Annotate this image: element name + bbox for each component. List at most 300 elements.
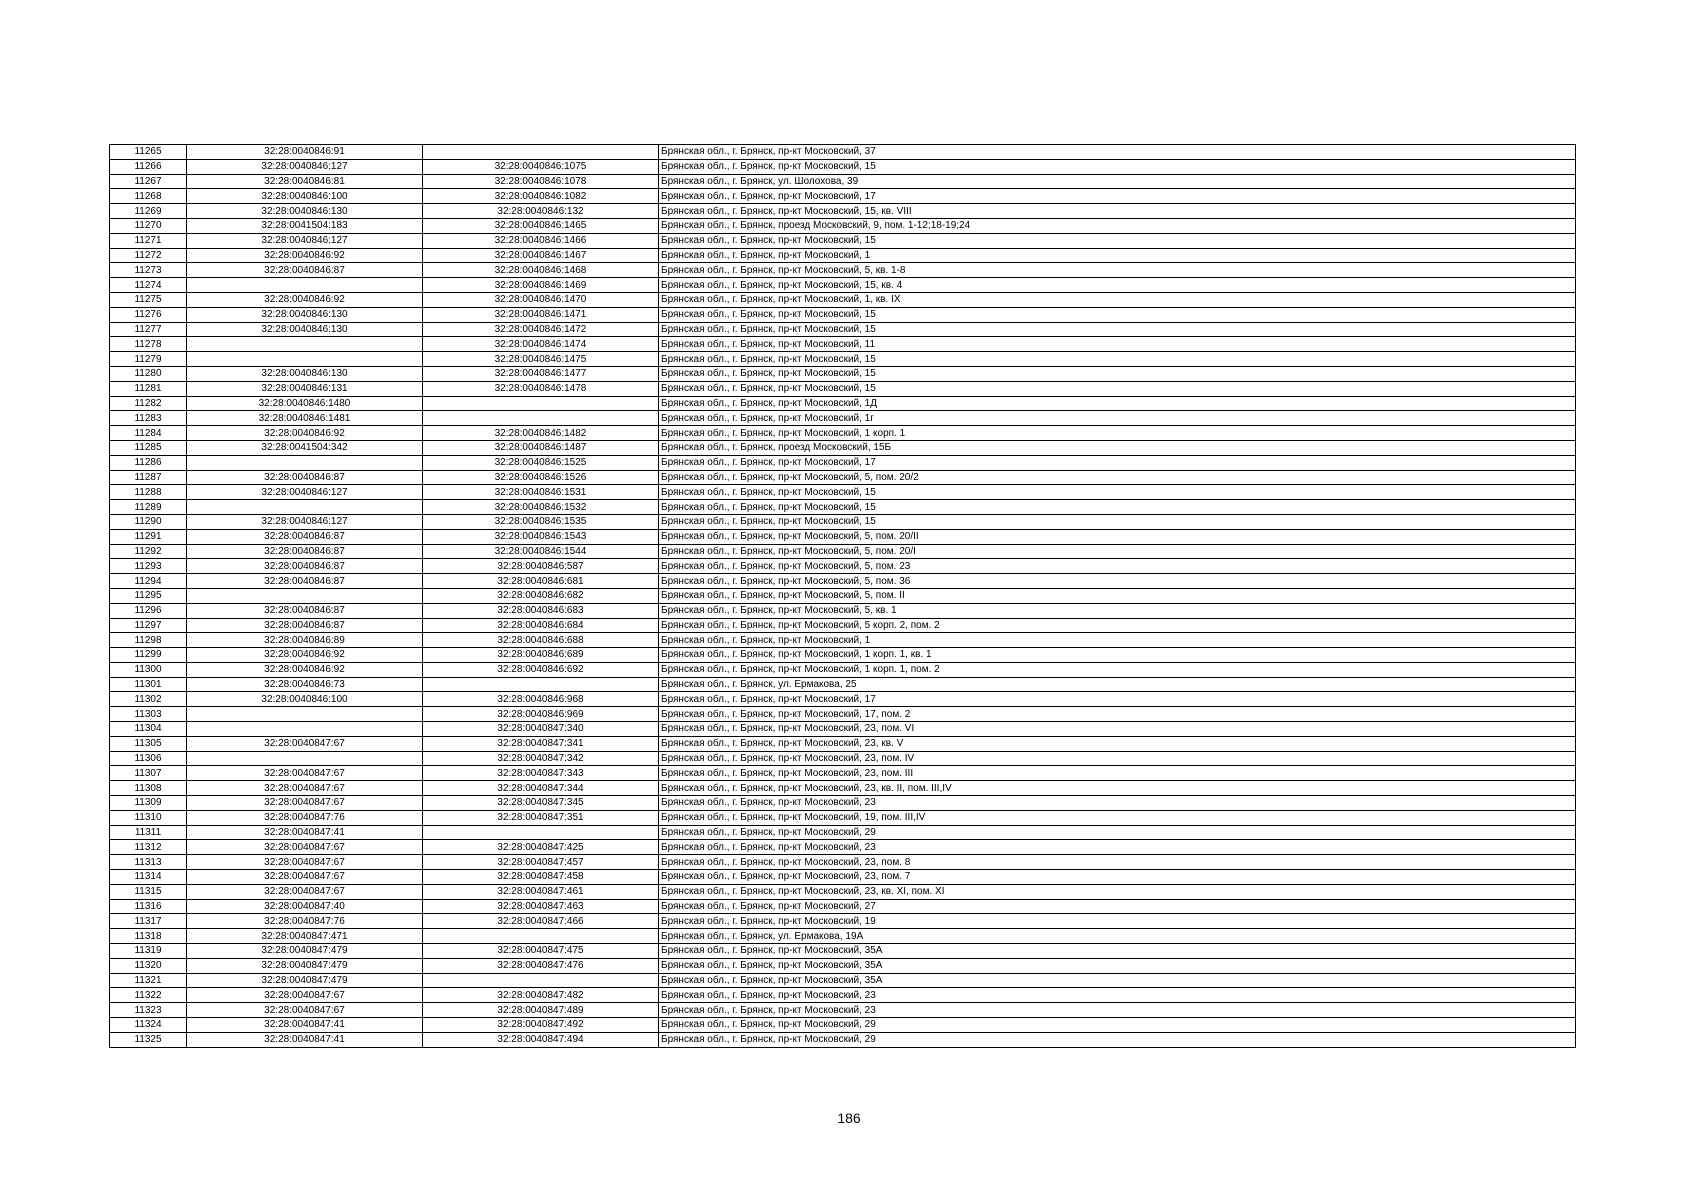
address-cell: Брянская обл., г. Брянск, пр-кт Московский, 23, пом. VI <box>659 722 1576 737</box>
table-row <box>110 292 1576 307</box>
row-number-cell: 11300 <box>110 662 187 677</box>
object-cadastral-number-cell: 32:28:0040846:968 <box>423 692 659 707</box>
object-cadastral-number-cell: 32:28:0040847:466 <box>423 914 659 929</box>
land-cadastral-number-cell: 32:28:0040846:87 <box>187 529 423 544</box>
row-number-cell: 11298 <box>110 633 187 648</box>
land-cadastral-number-cell: 32:28:0040847:67 <box>187 855 423 870</box>
table-row <box>110 411 1576 426</box>
table-row <box>110 662 1576 677</box>
table-row <box>110 618 1576 633</box>
object-cadastral-number-cell <box>423 973 659 988</box>
table-row <box>110 233 1576 248</box>
land-cadastral-number-cell: 32:28:0040847:40 <box>187 899 423 914</box>
object-cadastral-number-cell <box>423 929 659 944</box>
row-number-cell: 11301 <box>110 677 187 692</box>
table-row <box>110 884 1576 899</box>
row-number-cell: 11307 <box>110 766 187 781</box>
table-row <box>110 426 1576 441</box>
row-number-cell: 11279 <box>110 352 187 367</box>
address-cell: Брянская обл., г. Брянск, пр-кт Московский, 5 корп. 2, пом. 2 <box>659 618 1576 633</box>
row-number-cell: 11285 <box>110 440 187 455</box>
address-cell: Брянская обл., г. Брянск, пр-кт Московский, 5, пом. II <box>659 588 1576 603</box>
object-cadastral-number-cell: 32:28:0040846:1078 <box>423 174 659 189</box>
object-cadastral-number-cell: 32:28:0040846:689 <box>423 648 659 663</box>
address-cell: Брянская обл., г. Брянск, пр-кт Московский, 11 <box>659 337 1576 352</box>
table-row <box>110 677 1576 692</box>
object-cadastral-number-cell: 32:28:0040846:1526 <box>423 470 659 485</box>
row-number-cell: 11266 <box>110 159 187 174</box>
table-row <box>110 218 1576 233</box>
object-cadastral-number-cell: 32:28:0040847:463 <box>423 899 659 914</box>
table-row <box>110 366 1576 381</box>
table-row <box>110 189 1576 204</box>
table-row <box>110 1003 1576 1018</box>
address-cell: Брянская обл., г. Брянск, проезд Московский, 15Б <box>659 440 1576 455</box>
land-cadastral-number-cell: 32:28:0040846:130 <box>187 322 423 337</box>
address-cell: Брянская обл., г. Брянск, пр-кт Московский, 17 <box>659 455 1576 470</box>
row-number-cell: 11312 <box>110 840 187 855</box>
row-number-cell: 11305 <box>110 736 187 751</box>
address-cell: Брянская обл., г. Брянск, пр-кт Московский, 15 <box>659 514 1576 529</box>
row-number-cell: 11293 <box>110 559 187 574</box>
object-cadastral-number-cell: 32:28:0040847:343 <box>423 766 659 781</box>
land-cadastral-number-cell: 32:28:0040846:92 <box>187 648 423 663</box>
land-cadastral-number-cell <box>187 278 423 293</box>
object-cadastral-number-cell: 32:28:0040846:1467 <box>423 248 659 263</box>
object-cadastral-number-cell: 32:28:0040846:1468 <box>423 263 659 278</box>
land-cadastral-number-cell: 32:28:0040846:91 <box>187 145 423 160</box>
address-cell: Брянская обл., г. Брянск, пр-кт Московский, 19 <box>659 914 1576 929</box>
address-cell: Брянская обл., г. Брянск, пр-кт Московский, 5, пом. 20/2 <box>659 470 1576 485</box>
table-row <box>110 588 1576 603</box>
object-cadastral-number-cell: 32:28:0040847:340 <box>423 722 659 737</box>
row-number-cell: 11318 <box>110 929 187 944</box>
table-row <box>110 796 1576 811</box>
table-row <box>110 840 1576 855</box>
address-cell: Брянская обл., г. Брянск, пр-кт Московский, 23, пом. 7 <box>659 870 1576 885</box>
row-number-cell: 11289 <box>110 500 187 515</box>
land-cadastral-number-cell: 32:28:0040847:479 <box>187 958 423 973</box>
object-cadastral-number-cell: 32:28:0040846:1478 <box>423 381 659 396</box>
row-number-cell: 11306 <box>110 751 187 766</box>
land-cadastral-number-cell: 32:28:0040846:1480 <box>187 396 423 411</box>
object-cadastral-number-cell: 32:28:0040846:1469 <box>423 278 659 293</box>
object-cadastral-number-cell: 32:28:0040847:425 <box>423 840 659 855</box>
row-number-cell: 11276 <box>110 307 187 322</box>
object-cadastral-number-cell <box>423 396 659 411</box>
row-number-cell: 11291 <box>110 529 187 544</box>
table-row <box>110 973 1576 988</box>
land-cadastral-number-cell: 32:28:0040847:67 <box>187 781 423 796</box>
table-row <box>110 470 1576 485</box>
land-cadastral-number-cell: 32:28:0040847:67 <box>187 796 423 811</box>
object-cadastral-number-cell: 32:28:0040847:457 <box>423 855 659 870</box>
row-number-cell: 11281 <box>110 381 187 396</box>
address-cell: Брянская обл., г. Брянск, пр-кт Московский, 23 <box>659 796 1576 811</box>
table-row <box>110 810 1576 825</box>
address-cell: Брянская обл., г. Брянск, ул. Ермакова, 25 <box>659 677 1576 692</box>
land-cadastral-number-cell: 32:28:0040846:127 <box>187 485 423 500</box>
land-cadastral-number-cell: 32:28:0040846:87 <box>187 618 423 633</box>
land-cadastral-number-cell: 32:28:0040846:130 <box>187 366 423 381</box>
row-number-cell: 11283 <box>110 411 187 426</box>
object-cadastral-number-cell: 32:28:0040846:1466 <box>423 233 659 248</box>
object-cadastral-number-cell: 32:28:0040846:1465 <box>423 218 659 233</box>
row-number-cell: 11322 <box>110 988 187 1003</box>
table-row <box>110 899 1576 914</box>
table-row <box>110 396 1576 411</box>
land-cadastral-number-cell: 32:28:0040846:130 <box>187 307 423 322</box>
land-cadastral-number-cell: 32:28:0040846:127 <box>187 514 423 529</box>
land-cadastral-number-cell <box>187 352 423 367</box>
address-cell: Брянская обл., г. Брянск, пр-кт Московский, 23 <box>659 1003 1576 1018</box>
table-row <box>110 559 1576 574</box>
land-cadastral-number-cell: 32:28:0040847:67 <box>187 766 423 781</box>
address-cell: Брянская обл., г. Брянск, пр-кт Московский, 1 <box>659 633 1576 648</box>
address-cell: Брянская обл., г. Брянск, пр-кт Московский, 5, пом. 20/II <box>659 529 1576 544</box>
address-cell: Брянская обл., г. Брянск, пр-кт Московский, 15 <box>659 159 1576 174</box>
land-cadastral-number-cell: 32:28:0040846:89 <box>187 633 423 648</box>
row-number-cell: 11295 <box>110 588 187 603</box>
address-cell: Брянская обл., г. Брянск, пр-кт Московский, 17, пом. 2 <box>659 707 1576 722</box>
address-cell: Брянская обл., г. Брянск, пр-кт Московский, 17 <box>659 692 1576 707</box>
row-number-cell: 11320 <box>110 958 187 973</box>
table-row <box>110 1018 1576 1033</box>
row-number-cell: 11311 <box>110 825 187 840</box>
object-cadastral-number-cell: 32:28:0040846:1475 <box>423 352 659 367</box>
address-cell: Брянская обл., г. Брянск, пр-кт Московский, 1, кв. IX <box>659 292 1576 307</box>
address-cell: Брянская обл., г. Брянск, проезд Московский, 9, пом. 1-12;18-19;24 <box>659 218 1576 233</box>
row-number-cell: 11292 <box>110 544 187 559</box>
address-cell: Брянская обл., г. Брянск, пр-кт Московский, 15 <box>659 233 1576 248</box>
object-cadastral-number-cell: 32:28:0040846:1543 <box>423 529 659 544</box>
object-cadastral-number-cell <box>423 825 659 840</box>
address-cell: Брянская обл., г. Брянск, пр-кт Московский, 1 корп. 1, пом. 2 <box>659 662 1576 677</box>
row-number-cell: 11290 <box>110 514 187 529</box>
object-cadastral-number-cell: 32:28:0040846:969 <box>423 707 659 722</box>
object-cadastral-number-cell: 32:28:0040846:1544 <box>423 544 659 559</box>
row-number-cell: 11275 <box>110 292 187 307</box>
object-cadastral-number-cell: 32:28:0040847:494 <box>423 1032 659 1047</box>
object-cadastral-number-cell: 32:28:0040846:1482 <box>423 426 659 441</box>
land-cadastral-number-cell: 32:28:0040846:100 <box>187 189 423 204</box>
object-cadastral-number-cell: 32:28:0040847:341 <box>423 736 659 751</box>
land-cadastral-number-cell: 32:28:0040847:67 <box>187 840 423 855</box>
address-cell: Брянская обл., г. Брянск, пр-кт Московский, 5, кв. 1-8 <box>659 263 1576 278</box>
address-cell: Брянская обл., г. Брянск, пр-кт Московский, 15 <box>659 381 1576 396</box>
row-number-cell: 11308 <box>110 781 187 796</box>
row-number-cell: 11323 <box>110 1003 187 1018</box>
land-cadastral-number-cell: 32:28:0040847:41 <box>187 1018 423 1033</box>
object-cadastral-number-cell: 32:28:0040847:461 <box>423 884 659 899</box>
table-row <box>110 278 1576 293</box>
object-cadastral-number-cell: 32:28:0040847:458 <box>423 870 659 885</box>
object-cadastral-number-cell: 32:28:0040847:345 <box>423 796 659 811</box>
table-row <box>110 692 1576 707</box>
address-cell: Брянская обл., г. Брянск, пр-кт Московский, 35А <box>659 958 1576 973</box>
table-row <box>110 766 1576 781</box>
land-cadastral-number-cell: 32:28:0040847:41 <box>187 825 423 840</box>
object-cadastral-number-cell: 32:28:0040847:476 <box>423 958 659 973</box>
object-cadastral-number-cell: 32:28:0040846:1532 <box>423 500 659 515</box>
address-cell: Брянская обл., г. Брянск, пр-кт Московский, 1 корп. 1 <box>659 426 1576 441</box>
table-row <box>110 781 1576 796</box>
land-cadastral-number-cell: 32:28:0040846:87 <box>187 544 423 559</box>
land-cadastral-number-cell: 32:28:0040847:479 <box>187 973 423 988</box>
object-cadastral-number-cell: 32:28:0040846:1531 <box>423 485 659 500</box>
land-cadastral-number-cell: 32:28:0040847:479 <box>187 944 423 959</box>
address-cell: Брянская обл., г. Брянск, пр-кт Московский, 27 <box>659 899 1576 914</box>
row-number-cell: 11286 <box>110 455 187 470</box>
land-cadastral-number-cell: 32:28:0040847:41 <box>187 1032 423 1047</box>
address-cell: Брянская обл., г. Брянск, пр-кт Московский, 23, пом. 8 <box>659 855 1576 870</box>
object-cadastral-number-cell: 32:28:0040846:1477 <box>423 366 659 381</box>
land-cadastral-number-cell <box>187 722 423 737</box>
table-row <box>110 855 1576 870</box>
land-cadastral-number-cell: 32:28:0040846:92 <box>187 292 423 307</box>
row-number-cell: 11269 <box>110 204 187 219</box>
land-cadastral-number-cell <box>187 751 423 766</box>
row-number-cell: 11274 <box>110 278 187 293</box>
table-row <box>110 825 1576 840</box>
row-number-cell: 11321 <box>110 973 187 988</box>
land-cadastral-number-cell <box>187 500 423 515</box>
address-cell: Брянская обл., г. Брянск, пр-кт Московский, 23, кв. XI, пом. XI <box>659 884 1576 899</box>
address-cell: Брянская обл., г. Брянск, пр-кт Московский, 15 <box>659 366 1576 381</box>
object-cadastral-number-cell: 32:28:0040846:681 <box>423 574 659 589</box>
address-cell: Брянская обл., г. Брянск, пр-кт Московский, 1Д <box>659 396 1576 411</box>
table-row <box>110 322 1576 337</box>
row-number-cell: 11296 <box>110 603 187 618</box>
object-cadastral-number-cell: 32:28:0040847:342 <box>423 751 659 766</box>
table-row <box>110 633 1576 648</box>
table-row <box>110 485 1576 500</box>
land-cadastral-number-cell: 32:28:0040847:76 <box>187 810 423 825</box>
land-cadastral-number-cell: 32:28:0040846:92 <box>187 248 423 263</box>
object-cadastral-number-cell: 32:28:0040847:344 <box>423 781 659 796</box>
address-cell: Брянская обл., г. Брянск, пр-кт Московский, 23, кв. II, пом. III,IV <box>659 781 1576 796</box>
row-number-cell: 11310 <box>110 810 187 825</box>
row-number-cell: 11317 <box>110 914 187 929</box>
land-cadastral-number-cell: 32:28:0040846:87 <box>187 574 423 589</box>
address-cell: Брянская обл., г. Брянск, ул. Шолохова, 39 <box>659 174 1576 189</box>
row-number-cell: 11267 <box>110 174 187 189</box>
object-cadastral-number-cell: 32:28:0040846:1082 <box>423 189 659 204</box>
table-row <box>110 440 1576 455</box>
address-cell: Брянская обл., г. Брянск, пр-кт Московский, 1 корп. 1, кв. 1 <box>659 648 1576 663</box>
land-cadastral-number-cell <box>187 337 423 352</box>
row-number-cell: 11315 <box>110 884 187 899</box>
table-row <box>110 381 1576 396</box>
table-row <box>110 307 1576 322</box>
address-cell: Брянская обл., г. Брянск, пр-кт Московский, 23, пом. IV <box>659 751 1576 766</box>
row-number-cell: 11297 <box>110 618 187 633</box>
address-cell: Брянская обл., г. Брянск, пр-кт Московский, 19, пом. III,IV <box>659 810 1576 825</box>
row-number-cell: 11287 <box>110 470 187 485</box>
row-number-cell: 11304 <box>110 722 187 737</box>
table-row <box>110 544 1576 559</box>
land-cadastral-number-cell: 32:28:0040846:1481 <box>187 411 423 426</box>
row-number-cell: 11265 <box>110 145 187 160</box>
table-row <box>110 145 1576 160</box>
row-number-cell: 11277 <box>110 322 187 337</box>
object-cadastral-number-cell: 32:28:0040847:475 <box>423 944 659 959</box>
land-cadastral-number-cell: 32:28:0041504:342 <box>187 440 423 455</box>
land-cadastral-number-cell: 32:28:0040846:73 <box>187 677 423 692</box>
row-number-cell: 11325 <box>110 1032 187 1047</box>
object-cadastral-number-cell: 32:28:0040846:1472 <box>423 322 659 337</box>
table-row <box>110 914 1576 929</box>
address-cell: Брянская обл., г. Брянск, пр-кт Московский, 23, кв. V <box>659 736 1576 751</box>
land-cadastral-number-cell <box>187 588 423 603</box>
address-cell: Брянская обл., г. Брянск, пр-кт Московский, 5, пом. 23 <box>659 559 1576 574</box>
row-number-cell: 11319 <box>110 944 187 959</box>
row-number-cell: 11284 <box>110 426 187 441</box>
table-row <box>110 174 1576 189</box>
object-cadastral-number-cell: 32:28:0040846:1535 <box>423 514 659 529</box>
row-number-cell: 11280 <box>110 366 187 381</box>
address-cell: Брянская обл., г. Брянск, пр-кт Московский, 15, кв. 4 <box>659 278 1576 293</box>
row-number-cell: 11278 <box>110 337 187 352</box>
row-number-cell: 11324 <box>110 1018 187 1033</box>
address-cell: Брянская обл., г. Брянск, пр-кт Московский, 15 <box>659 307 1576 322</box>
land-cadastral-number-cell: 32:28:0040847:67 <box>187 1003 423 1018</box>
land-cadastral-number-cell: 32:28:0040846:100 <box>187 692 423 707</box>
table-row <box>110 929 1576 944</box>
land-cadastral-number-cell: 32:28:0040846:127 <box>187 159 423 174</box>
address-cell: Брянская обл., г. Брянск, пр-кт Московский, 1г <box>659 411 1576 426</box>
row-number-cell: 11294 <box>110 574 187 589</box>
object-cadastral-number-cell: 32:28:0040847:482 <box>423 988 659 1003</box>
registry-table <box>109 144 1576 1048</box>
object-cadastral-number-cell <box>423 677 659 692</box>
table-row <box>110 159 1576 174</box>
address-cell: Брянская обл., г. Брянск, пр-кт Московский, 5, пом. 20/I <box>659 544 1576 559</box>
table-row <box>110 958 1576 973</box>
table-row <box>110 455 1576 470</box>
address-cell: Брянская обл., г. Брянск, пр-кт Московский, 29 <box>659 1018 1576 1033</box>
row-number-cell: 11316 <box>110 899 187 914</box>
table-row <box>110 722 1576 737</box>
address-cell: Брянская обл., г. Брянск, пр-кт Московский, 1 <box>659 248 1576 263</box>
object-cadastral-number-cell: 32:28:0040846:132 <box>423 204 659 219</box>
land-cadastral-number-cell: 32:28:0040846:87 <box>187 559 423 574</box>
land-cadastral-number-cell: 32:28:0040847:67 <box>187 988 423 1003</box>
land-cadastral-number-cell: 32:28:0040847:67 <box>187 736 423 751</box>
row-number-cell: 11299 <box>110 648 187 663</box>
row-number-cell: 11288 <box>110 485 187 500</box>
land-cadastral-number-cell: 32:28:0040847:76 <box>187 914 423 929</box>
row-number-cell: 11303 <box>110 707 187 722</box>
object-cadastral-number-cell: 32:28:0040846:684 <box>423 618 659 633</box>
object-cadastral-number-cell: 32:28:0040847:351 <box>423 810 659 825</box>
registry-table-body <box>110 145 1576 1048</box>
row-number-cell: 11314 <box>110 870 187 885</box>
row-number-cell: 11268 <box>110 189 187 204</box>
table-row <box>110 352 1576 367</box>
row-number-cell: 11271 <box>110 233 187 248</box>
row-number-cell: 11272 <box>110 248 187 263</box>
table-row <box>110 603 1576 618</box>
object-cadastral-number-cell: 32:28:0040846:587 <box>423 559 659 574</box>
address-cell: Брянская обл., г. Брянск, ул. Ермакова, 19А <box>659 929 1576 944</box>
address-cell: Брянская обл., г. Брянск, пр-кт Московский, 29 <box>659 825 1576 840</box>
row-number-cell: 11313 <box>110 855 187 870</box>
table-row <box>110 1032 1576 1047</box>
address-cell: Брянская обл., г. Брянск, пр-кт Московский, 35А <box>659 944 1576 959</box>
land-cadastral-number-cell: 32:28:0040846:92 <box>187 662 423 677</box>
table-row <box>110 988 1576 1003</box>
table-row <box>110 751 1576 766</box>
land-cadastral-number-cell <box>187 707 423 722</box>
land-cadastral-number-cell: 32:28:0040846:87 <box>187 470 423 485</box>
address-cell: Брянская обл., г. Брянск, пр-кт Московский, 5, кв. 1 <box>659 603 1576 618</box>
address-cell: Брянская обл., г. Брянск, пр-кт Московский, 5, пом. 36 <box>659 574 1576 589</box>
address-cell: Брянская обл., г. Брянск, пр-кт Московский, 35А <box>659 973 1576 988</box>
object-cadastral-number-cell <box>423 145 659 160</box>
table-row <box>110 514 1576 529</box>
table-row <box>110 944 1576 959</box>
row-number-cell: 11270 <box>110 218 187 233</box>
address-cell: Брянская обл., г. Брянск, пр-кт Московский, 15 <box>659 352 1576 367</box>
land-cadastral-number-cell: 32:28:0040846:130 <box>187 204 423 219</box>
address-cell: Брянская обл., г. Брянск, пр-кт Московский, 15 <box>659 485 1576 500</box>
table-row <box>110 337 1576 352</box>
object-cadastral-number-cell: 32:28:0040847:492 <box>423 1018 659 1033</box>
object-cadastral-number-cell: 32:28:0040846:1471 <box>423 307 659 322</box>
table-row <box>110 263 1576 278</box>
table-row <box>110 648 1576 663</box>
land-cadastral-number-cell: 32:28:0040846:87 <box>187 603 423 618</box>
object-cadastral-number-cell: 32:28:0040846:683 <box>423 603 659 618</box>
object-cadastral-number-cell: 32:28:0040846:1474 <box>423 337 659 352</box>
land-cadastral-number-cell: 32:28:0040847:67 <box>187 884 423 899</box>
table-row <box>110 529 1576 544</box>
address-cell: Брянская обл., г. Брянск, пр-кт Московский, 15, кв. VIII <box>659 204 1576 219</box>
table-row <box>110 870 1576 885</box>
registry-table-container <box>109 144 1575 1048</box>
table-row <box>110 707 1576 722</box>
object-cadastral-number-cell <box>423 411 659 426</box>
address-cell: Брянская обл., г. Брянск, пр-кт Московский, 23 <box>659 840 1576 855</box>
address-cell: Брянская обл., г. Брянск, пр-кт Московский, 23 <box>659 988 1576 1003</box>
row-number-cell: 11273 <box>110 263 187 278</box>
table-row <box>110 204 1576 219</box>
page-number: 186 <box>837 1110 861 1126</box>
row-number-cell: 11309 <box>110 796 187 811</box>
land-cadastral-number-cell: 32:28:0040847:471 <box>187 929 423 944</box>
land-cadastral-number-cell: 32:28:0040847:67 <box>187 870 423 885</box>
object-cadastral-number-cell: 32:28:0040846:1470 <box>423 292 659 307</box>
object-cadastral-number-cell: 32:28:0040846:1075 <box>423 159 659 174</box>
land-cadastral-number-cell: 32:28:0040846:87 <box>187 263 423 278</box>
table-row <box>110 574 1576 589</box>
table-row <box>110 736 1576 751</box>
address-cell: Брянская обл., г. Брянск, пр-кт Московский, 37 <box>659 145 1576 160</box>
land-cadastral-number-cell: 32:28:0040846:131 <box>187 381 423 396</box>
land-cadastral-number-cell: 32:28:0041504:183 <box>187 218 423 233</box>
object-cadastral-number-cell: 32:28:0040846:692 <box>423 662 659 677</box>
address-cell: Брянская обл., г. Брянск, пр-кт Московский, 29 <box>659 1032 1576 1047</box>
address-cell: Брянская обл., г. Брянск, пр-кт Московский, 15 <box>659 322 1576 337</box>
row-number-cell: 11302 <box>110 692 187 707</box>
object-cadastral-number-cell: 32:28:0040847:489 <box>423 1003 659 1018</box>
row-number-cell: 11282 <box>110 396 187 411</box>
object-cadastral-number-cell: 32:28:0040846:1487 <box>423 440 659 455</box>
address-cell: Брянская обл., г. Брянск, пр-кт Московский, 17 <box>659 189 1576 204</box>
land-cadastral-number-cell <box>187 455 423 470</box>
land-cadastral-number-cell: 32:28:0040846:127 <box>187 233 423 248</box>
